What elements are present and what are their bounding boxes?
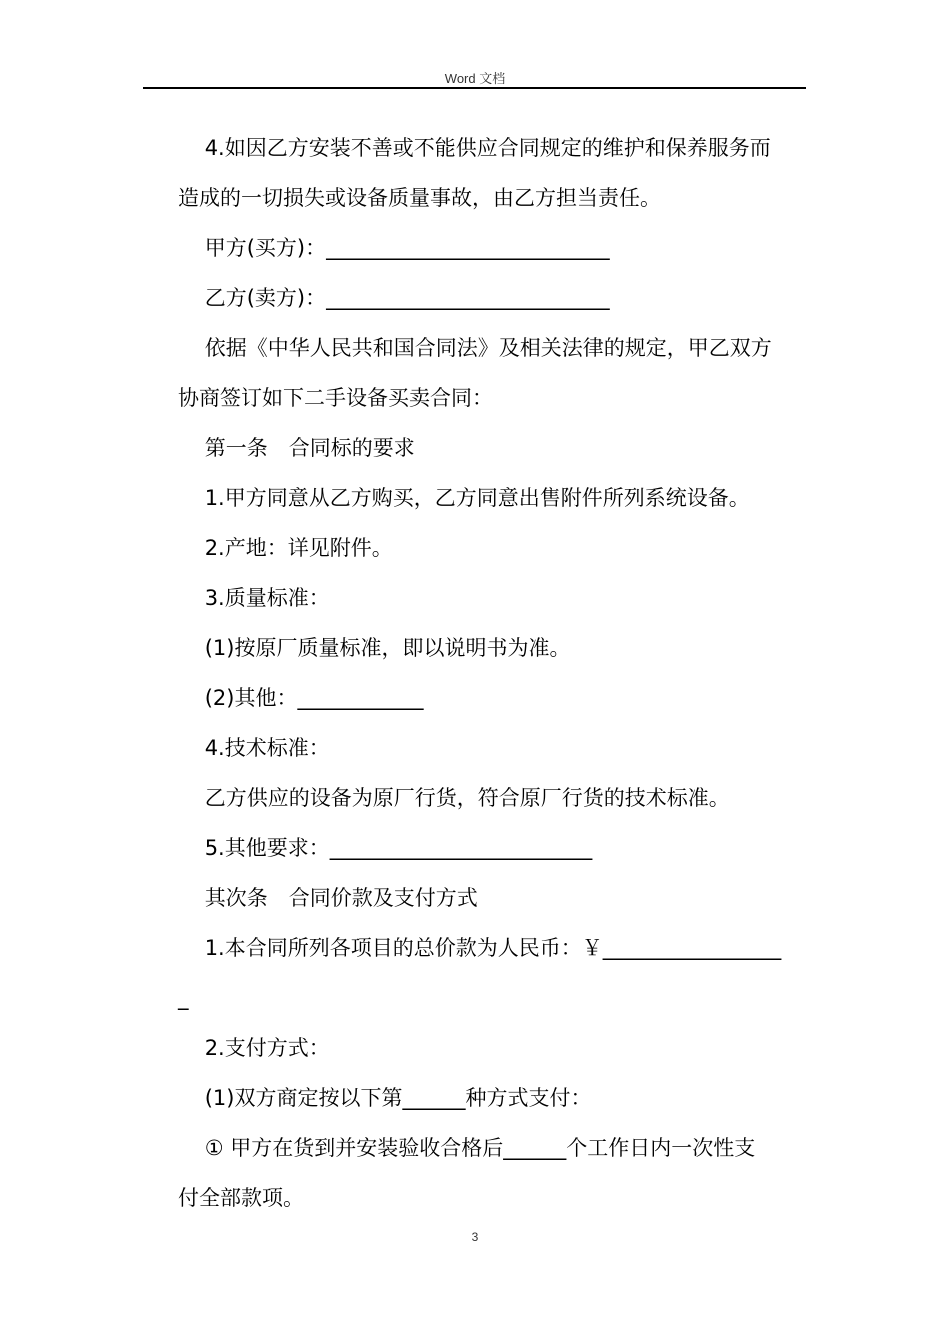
- body-line: 5.其他要求：_________________________: [178, 836, 593, 860]
- section-heading: 其次条 合同价款及支付方式: [178, 886, 478, 910]
- body-line: 4.如因乙方安装不善或不能供应合同规定的维护和保养服务而: [178, 136, 771, 160]
- body-line: 1.甲方同意从乙方购买，乙方同意出售附件所列系统设备。: [178, 486, 750, 510]
- body-line: 甲方(买方)：___________________________: [178, 236, 610, 260]
- body-line: 4.技术标准：: [178, 736, 330, 760]
- body-line: (2)其他：____________: [178, 686, 424, 710]
- body-line: (1)双方商定按以下第______种方式支付：: [178, 1086, 592, 1110]
- body-line: 1.本合同所列各项目的总价款为人民币：￥_________________: [178, 936, 782, 960]
- section-heading: 第一条 合同标的要求: [178, 436, 415, 460]
- page-header: Word 文档: [444, 71, 506, 86]
- body-line: 依据《中华人民共和国合同法》及相关法律的规定，甲乙双方: [178, 336, 772, 360]
- body-line: (1)按原厂质量标准，即以说明书为准。: [178, 636, 571, 660]
- body-line: 协商签订如下二手设备买卖合同：: [178, 386, 493, 410]
- body-line: ① 甲方在货到并安装验收合格后______个工作日内一次性支: [178, 1136, 756, 1160]
- body-line: 2.产地：详见附件。: [178, 536, 393, 560]
- header-divider: [143, 87, 806, 89]
- body-line: 造成的一切损失或设备质量事故，由乙方担当责任。: [178, 186, 661, 210]
- page-number: 3: [471, 1230, 479, 1244]
- body-line: 2.支付方式：: [178, 1036, 330, 1060]
- body-line: _: [178, 986, 189, 1010]
- body-line: 乙方(卖方)：___________________________: [178, 286, 610, 310]
- body-line: 3.质量标准：: [178, 586, 330, 610]
- body-line: 付全部款项。: [178, 1186, 304, 1210]
- body-line: 乙方供应的设备为原厂行货，符合原厂行货的技术标准。: [178, 786, 730, 810]
